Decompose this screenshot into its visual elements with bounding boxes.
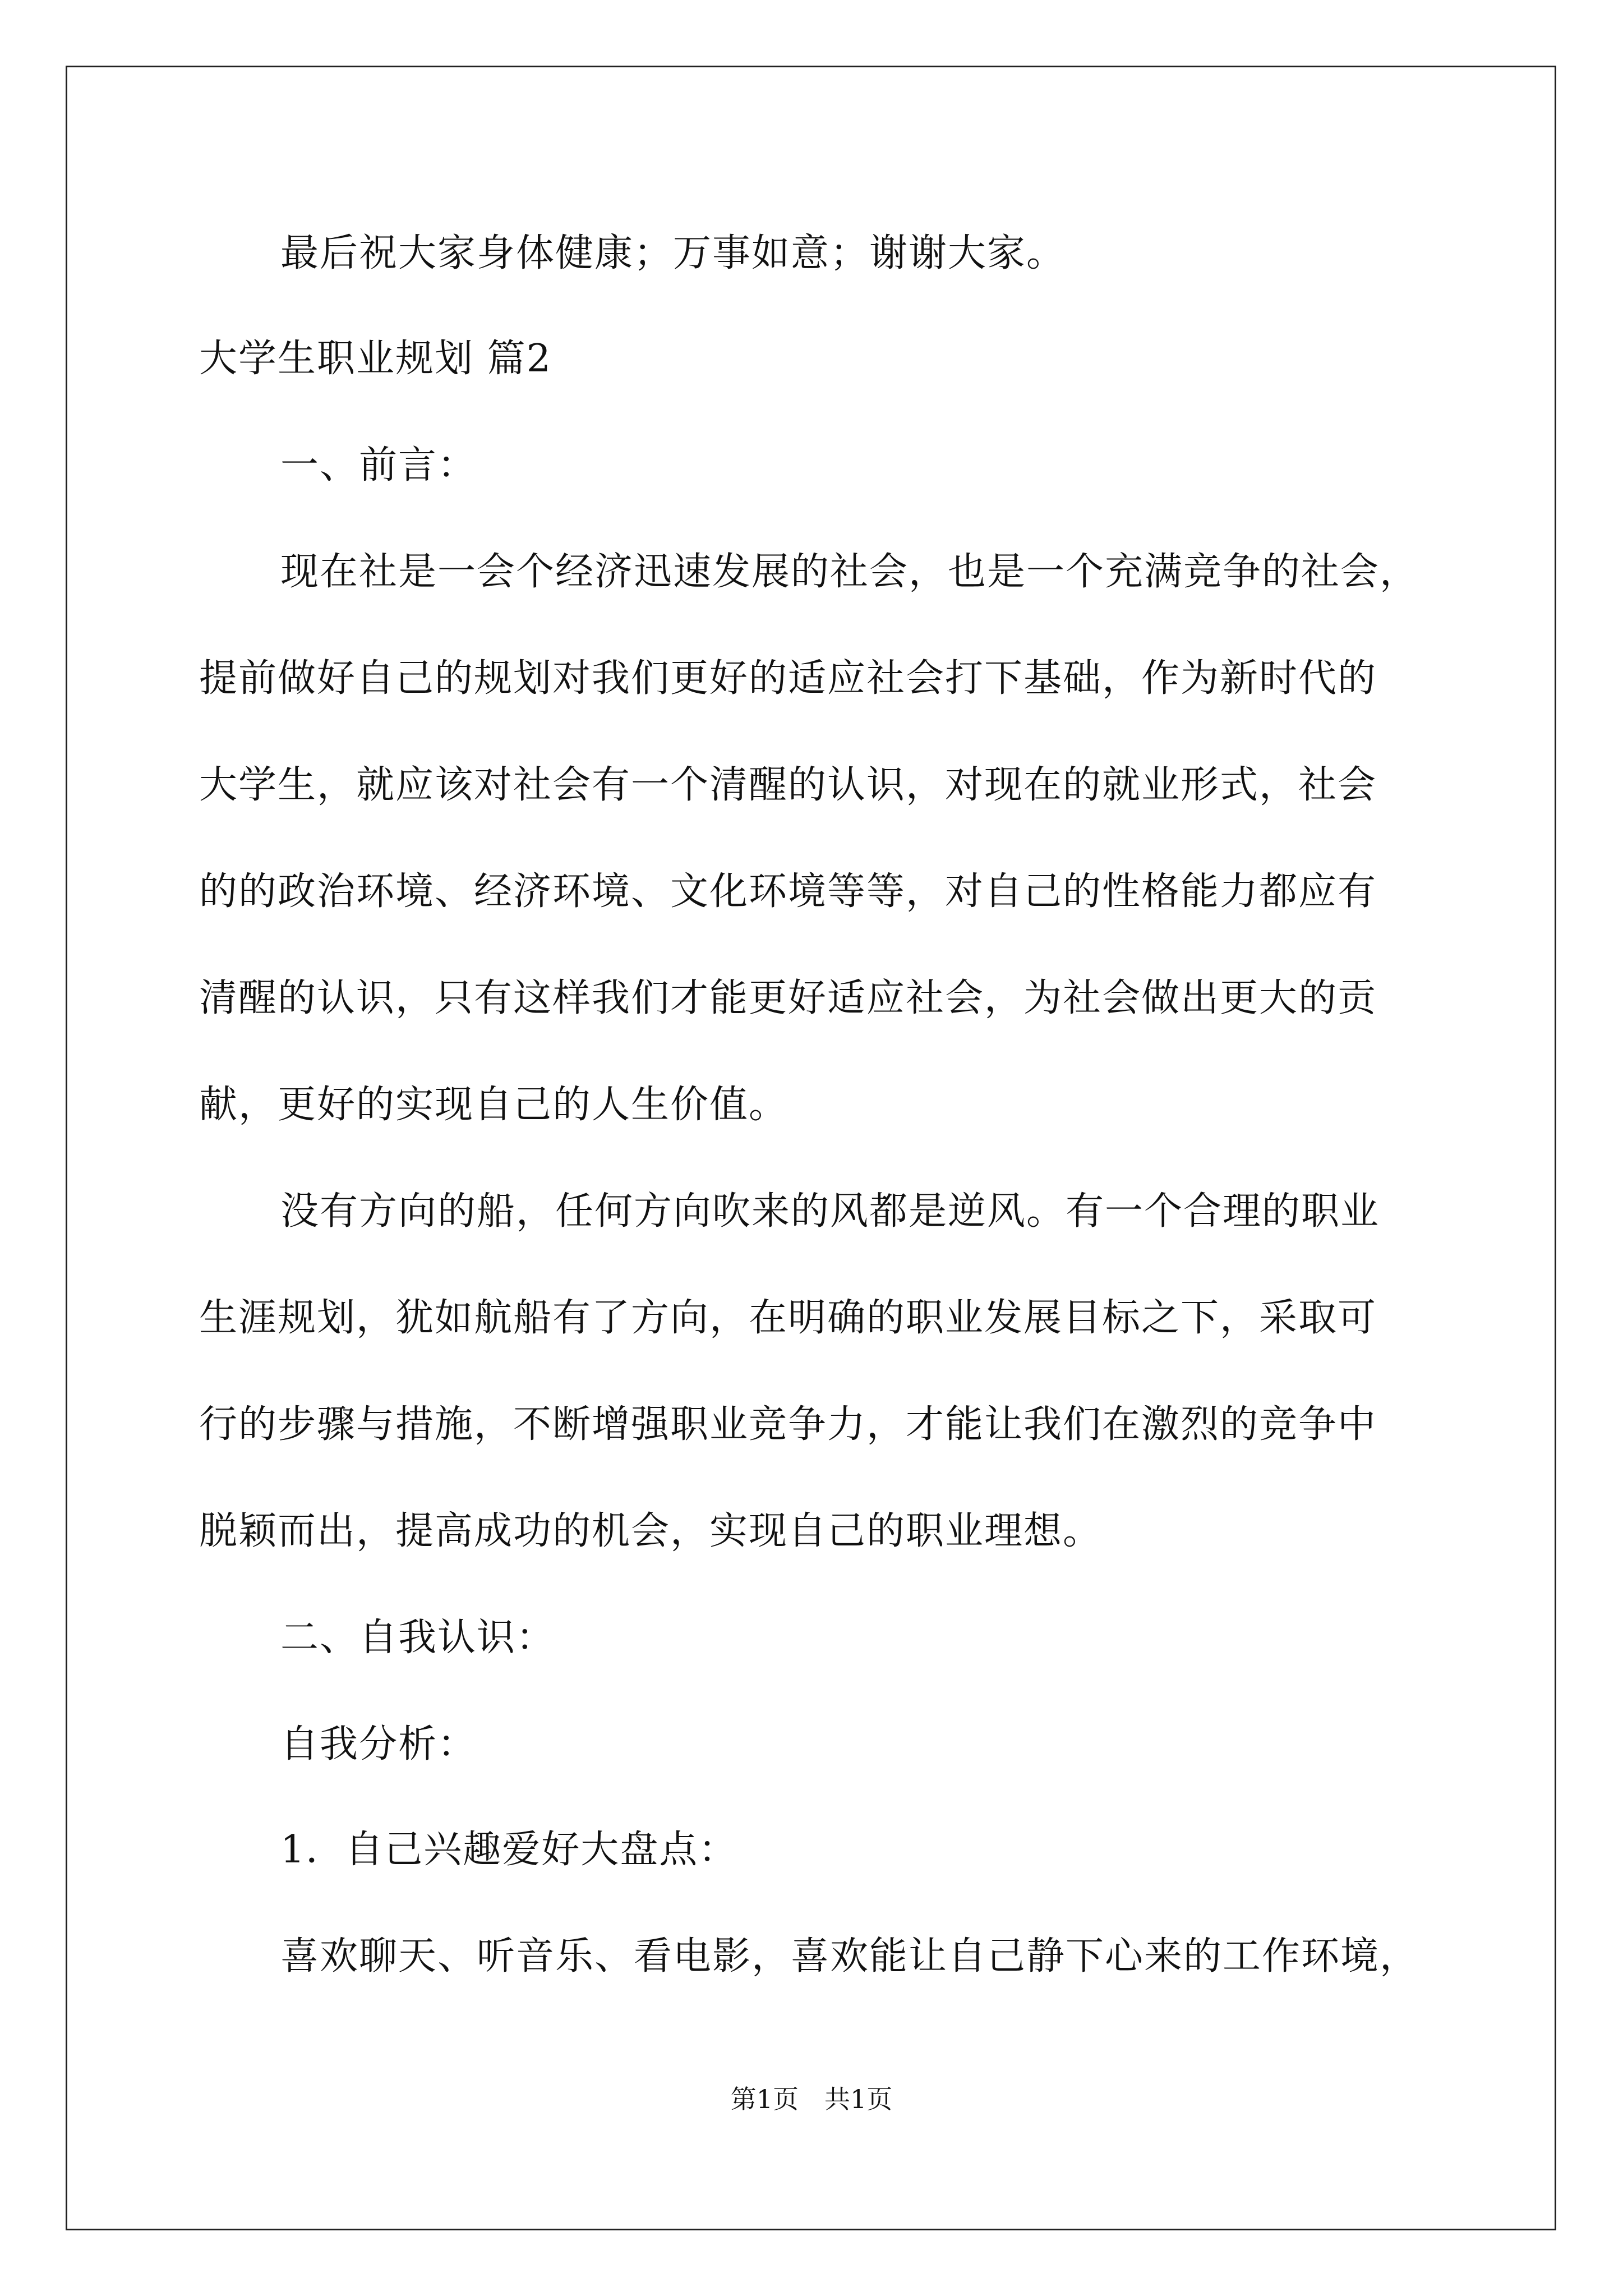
closing-line: 最后祝大家身体健康；万事如意；谢谢大家。 — [280, 231, 1066, 275]
paragraph-line: 行的步骤与措施，不断增强职业竞争力，才能让我们在激烈的竞争中 — [199, 1402, 1377, 1447]
heading-self-awareness: 二、自我认识： — [280, 1616, 556, 1660]
paragraph-line: 生涯规划，犹如航船有了方向，在明确的职业发展目标之下，采取可 — [199, 1296, 1377, 1340]
paragraph-line: 的的政治环境、经济环境、文化环境等等，对自己的性格能力都应有 — [199, 869, 1377, 914]
page-border — [66, 66, 1556, 2230]
heading-preface: 一、前言： — [280, 443, 477, 487]
paragraph-line: 清醒的认识，只有这样我们才能更好适应社会，为社会做出更大的贡 — [199, 976, 1377, 1020]
paragraph-line: 现在社是一会个经济迅速发展的社会，也是一个充满竞争的社会， — [280, 550, 1419, 594]
paragraph-line: 脱颖而出，提高成功的机会，实现自己的职业理想。 — [199, 1509, 1103, 1553]
paragraph-line: 喜欢聊天、听音乐、看电影，喜欢能让自己静下心来的工作环境， — [280, 1934, 1419, 1978]
paragraph-line: 大学生，就应该对社会有一个清醒的认识，对现在的就业形式，社会 — [199, 763, 1377, 807]
paragraph-line: 没有方向的船，任何方向吹来的风都是逆风。有一个合理的职业 — [280, 1189, 1380, 1234]
section-title: 大学生职业规划 篇2 — [199, 337, 552, 381]
list-item-interests: 1．自己兴趣爱好大盘点： — [280, 1828, 738, 1872]
heading-self-analysis: 自我分析： — [280, 1722, 477, 1766]
paragraph-line: 献，更好的实现自己的人生价值。 — [199, 1083, 789, 1127]
page-footer: 第1页 共1页 — [730, 2084, 893, 2114]
paragraph-line: 提前做好自己的规划对我们更好的适应社会打下基础，作为新时代的 — [199, 656, 1377, 701]
